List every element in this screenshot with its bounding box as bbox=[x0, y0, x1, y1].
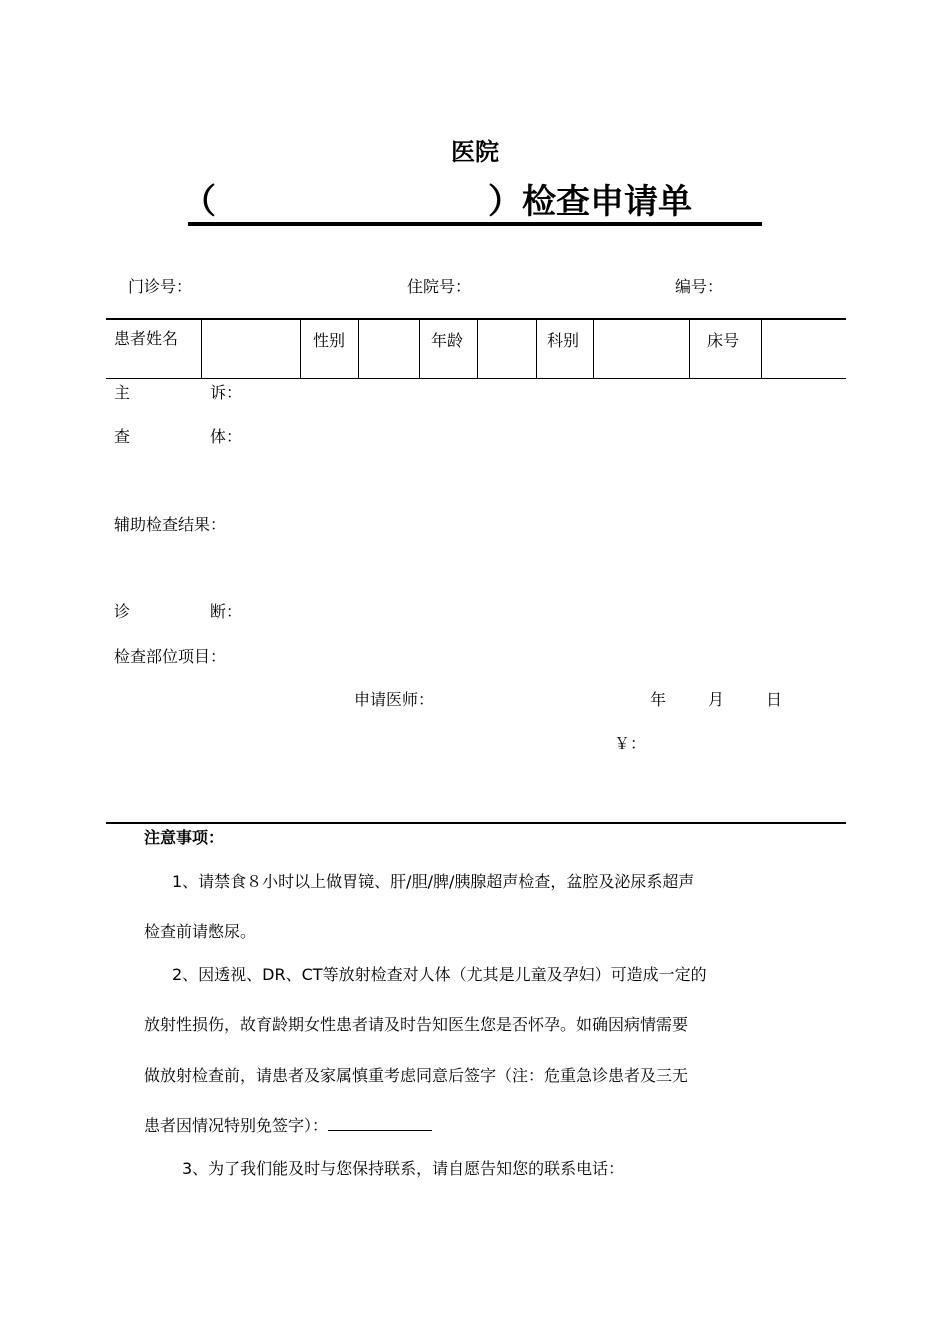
table-divider bbox=[536, 319, 537, 378]
table-divider bbox=[358, 319, 359, 378]
chief-complaint-label-char: 主 bbox=[114, 383, 131, 402]
table-divider bbox=[689, 319, 690, 378]
inpatient-number-label: 住院号： bbox=[407, 277, 472, 296]
diagnosis-label-tail: 断： bbox=[210, 602, 243, 621]
table-divider bbox=[593, 319, 594, 378]
diagnosis-label-char: 诊 bbox=[114, 602, 131, 621]
table-divider bbox=[201, 319, 202, 378]
requesting-doctor-label: 申请医师： bbox=[354, 690, 435, 709]
serial-number-label: 编号： bbox=[675, 277, 724, 296]
note-3: 3、为了我们能及时与您保持联系，请自愿告知您的联系电话： bbox=[182, 1159, 625, 1178]
note-2-line-3: 做放射检查前，请患者及家属慎重考虑同意后签字（注：危重急诊患者及三无 bbox=[144, 1066, 689, 1085]
bed-number-label: 床号 bbox=[707, 331, 740, 350]
outpatient-number-label: 门诊号： bbox=[128, 277, 193, 296]
note-1-line-2: 检查前请憋尿。 bbox=[144, 922, 257, 941]
fee-label: ￥： bbox=[614, 734, 647, 753]
patient-name-label: 患者姓名 bbox=[114, 329, 179, 348]
note-2-line-1: 2、因透视、DR、CT等放射检查对人体（尤其是儿童及孕妇）可造成一定的 bbox=[172, 965, 707, 984]
day-label: 日 bbox=[766, 690, 783, 709]
table-bottom-border bbox=[106, 378, 846, 379]
table-divider bbox=[419, 319, 420, 378]
physical-exam-label-tail: 体： bbox=[210, 427, 243, 446]
department-label: 科别 bbox=[547, 331, 580, 350]
exam-items-label: 检查部位项目： bbox=[114, 647, 227, 666]
table-divider bbox=[761, 319, 762, 378]
signature-blank-line[interactable] bbox=[328, 1116, 432, 1131]
note-2-line-4 bbox=[144, 1116, 432, 1136]
sex-label: 性别 bbox=[313, 331, 346, 350]
age-label: 年龄 bbox=[431, 331, 464, 350]
form-title: ）检查申请单 bbox=[488, 182, 692, 222]
year-label: 年 bbox=[650, 690, 667, 709]
exam-type-open-paren: （ bbox=[182, 182, 216, 222]
physical-exam-label-char: 查 bbox=[114, 427, 131, 446]
hospital-title: 医院 bbox=[451, 138, 499, 166]
notes-separator bbox=[106, 822, 846, 824]
table-divider bbox=[300, 319, 301, 378]
notes-title: 注意事项： bbox=[144, 828, 225, 847]
note-2-line-4-text: 患者因情况特别免签字）： bbox=[144, 1116, 329, 1135]
note-2-line-2: 放射性损伤，故育龄期女性患者请及时告知医生您是否怀孕。如确因病情需要 bbox=[144, 1015, 689, 1034]
title-underline bbox=[188, 222, 762, 226]
note-1-line-1: 1、请禁食８小时以上做胃镜、肝/胆/脾/胰腺超声检查，盆腔及泌尿系超声 bbox=[172, 872, 695, 891]
month-label: 月 bbox=[708, 690, 725, 709]
table-top-border bbox=[106, 318, 846, 320]
table-divider bbox=[477, 319, 478, 378]
chief-complaint-label-tail: 诉： bbox=[210, 383, 243, 402]
auxiliary-results-label: 辅助检查结果： bbox=[114, 515, 227, 534]
